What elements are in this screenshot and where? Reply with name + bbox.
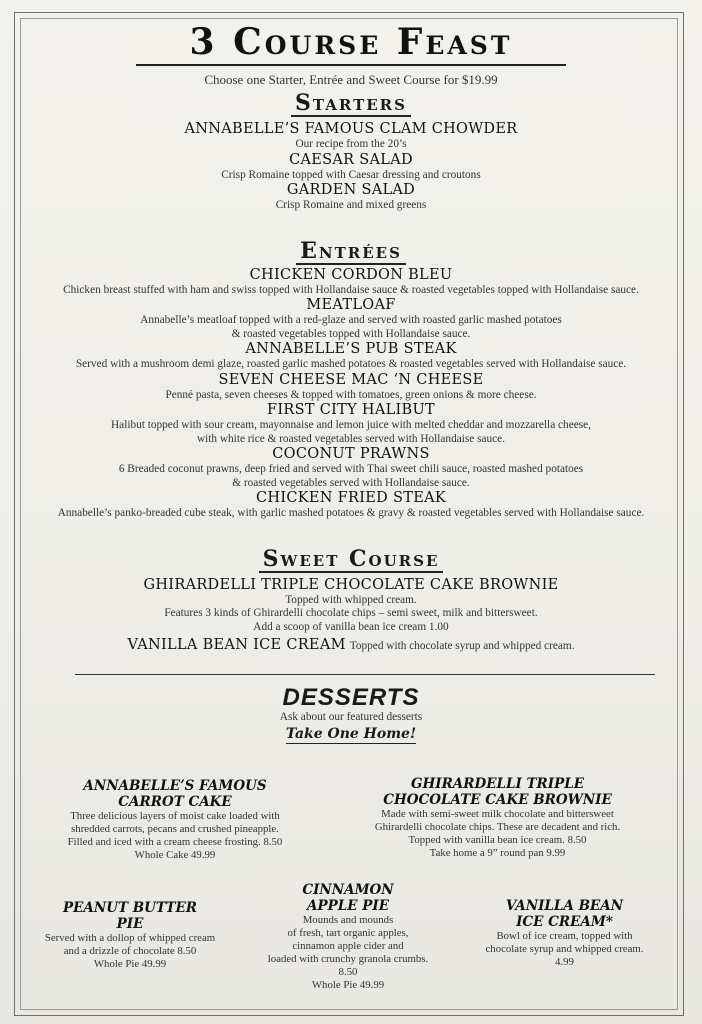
dessert-name: APPLE PIE	[306, 898, 389, 914]
page-title: 3 Course Feast	[189, 21, 513, 63]
corner-ornament	[14, 1005, 25, 1016]
dessert-vanilla-ice-cream	[462, 898, 667, 969]
dessert-peanut-butter-pie	[30, 900, 230, 971]
starter-name: CAESAR SALAD	[289, 151, 413, 168]
entree-desc: Served with a mushroom demi glaze, roasted garlic mashed potatoes & roasted vegetables served with Hollandaise sauce.	[75, 358, 627, 370]
dessert-desc: and a drizzle of chocolate 8.50	[63, 945, 197, 957]
entree-desc: with white rice & roasted vegetables served with Hollandaise sauce.	[196, 432, 506, 445]
entree-name: FIRST CITY HALIBUT	[266, 402, 435, 418]
sweet-brownie-desc: Topped with whipped cream.	[285, 593, 417, 606]
dessert-name: CHOCOLATE CAKE BROWNIE	[383, 792, 612, 808]
dessert-desc: 8.50	[338, 966, 358, 978]
dessert-desc: Mounds and mounds	[302, 914, 394, 926]
dessert-desc: Whole Pie 49.99	[93, 958, 167, 970]
entree-name: CHICKEN FRIED STEAK	[256, 490, 446, 506]
dessert-brownie	[335, 776, 660, 860]
dessert-desc: Served with a dollop of whipped cream	[44, 932, 216, 944]
dessert-name: GHIRARDELLI TRIPLE	[410, 776, 585, 792]
dessert-name: VANILLA BEAN	[505, 898, 624, 914]
starter-name: ANNABELLE’S FAMOUS CLAM CHOWDER	[184, 121, 518, 137]
entree-name: CHICKEN CORDON BLEU	[249, 266, 453, 283]
dessert-desc: Topped with vanilla bean ice cream. 8.50	[408, 834, 587, 846]
desserts-section	[30, 685, 672, 744]
entree-desc: Annabelle’s meatloaf topped with a red-glaze and served with roasted garlic mashed potatoes	[140, 314, 562, 326]
entree-desc: Halibut topped with sour cream, mayonnaise and lemon juice with melted cheddar and mozzarella cheese,	[111, 419, 591, 431]
sweet-brownie-desc: Features 3 kinds of Ghirardelli chocolate chips – semi sweet, milk and bittersweet.	[164, 607, 538, 619]
dessert-desc: loaded with crunchy granola crumbs.	[267, 953, 429, 965]
dessert-name: ANNABELLE’S FAMOUS	[83, 778, 267, 794]
entrees-heading: Entrées	[296, 239, 406, 265]
starters-section	[30, 91, 672, 213]
entree-name: MEATLOAF	[306, 297, 396, 313]
menu-content	[30, 22, 672, 744]
sweet-brownie-name: GHIRARDELLI TRIPLE CHOCOLATE CAKE BROWNIE	[143, 576, 559, 593]
corner-ornament	[673, 1005, 684, 1016]
entree-name: ANNABELLE’S PUB STEAK	[245, 341, 457, 357]
entree-desc: 6 Breaded coconut prawns, deep fried and served with Thai sweet chili sauce, roasted mashed potatoes	[118, 463, 584, 475]
entree-name: COCONUT PRAWNS	[272, 446, 430, 462]
dessert-desc: Take home a 9” round pan 9.99	[429, 847, 566, 859]
entree-desc: Chicken breast stuffed with ham and swiss topped with Hollandaise sauce & roasted vegetables topped with Hollandaise sauce.	[63, 283, 639, 296]
starter-name: GARDEN SALAD	[286, 182, 416, 198]
dessert-desc: Filled and iced with a cream cheese frosting. 8.50	[67, 836, 283, 848]
sweet-course-section	[30, 547, 672, 655]
dessert-desc: Three delicious layers of moist cake loaded with	[70, 810, 280, 822]
dessert-desc: Whole Pie 49.99	[311, 979, 385, 991]
entree-desc: Annabelle’s panko-breaded cube steak, with garlic mashed potatoes & gravy & roasted vegetables served with Hollandaise sauce.	[57, 507, 645, 519]
dessert-desc: chocolate syrup and whipped cream.	[485, 943, 644, 955]
corner-ornament	[14, 12, 25, 23]
desserts-heading: DESSERTS	[282, 684, 420, 711]
dessert-name: CARROT CAKE	[118, 794, 232, 810]
sweet-icecream-name: VANILLA BEAN ICE CREAM	[127, 637, 346, 653]
entree-desc: Penné pasta, seven cheeses & topped with tomatoes, green onions & more cheese.	[165, 388, 537, 401]
dessert-name: PIE	[116, 916, 144, 932]
starter-desc: Crisp Romaine topped with Caesar dressing and croutons	[221, 168, 481, 181]
sweet-brownie-desc: Add a scoop of vanilla bean ice cream 1.00	[253, 620, 449, 633]
dessert-desc: Made with semi-sweet milk chocolate and bittersweet	[381, 808, 614, 820]
dessert-desc: cinnamon apple cider and	[292, 940, 404, 952]
sweet-icecream-desc: Topped with chocolate syrup and whipped cream.	[349, 640, 575, 652]
dessert-apple-pie	[238, 882, 458, 992]
dessert-desc: 4.99	[555, 956, 574, 968]
sweet-course-heading: Sweet Course	[259, 547, 444, 573]
dessert-desc: Whole Cake 49.99	[134, 849, 216, 861]
feast-intro: Choose one Starter, Entrée and Sweet Course for $19.99	[204, 72, 498, 87]
dessert-name: PEANUT BUTTER	[62, 900, 198, 916]
desserts-subtitle: Ask about our featured desserts	[279, 711, 423, 723]
entree-desc: & roasted vegetables served with Hollandaise sauce.	[232, 476, 470, 489]
dessert-desc: of fresh, tart organic apples,	[287, 927, 409, 939]
starter-desc: Crisp Romaine and mixed greens	[275, 199, 427, 211]
take-one-home-heading: Take One Home!	[285, 725, 417, 742]
corner-ornament	[673, 12, 684, 23]
starter-desc: Our recipe from the 20’s	[295, 138, 407, 150]
dessert-desc: shredded carrots, pecans and crushed pineapple.	[71, 823, 279, 835]
entree-desc: & roasted vegetables topped with Hollandaise sauce.	[231, 327, 471, 340]
dessert-desc: Ghirardelli chocolate chips. These are decadent and rich.	[374, 821, 621, 833]
title-underline	[136, 64, 566, 66]
dessert-name: ICE CREAM*	[516, 914, 613, 930]
dessert-carrot-cake	[30, 778, 320, 862]
entrees-section	[30, 239, 672, 521]
section-divider	[75, 674, 655, 675]
entree-name: SEVEN CHEESE MAC ‘N CHEESE	[218, 371, 484, 388]
dessert-name: CINNAMON	[302, 882, 394, 898]
starters-heading: Starters	[291, 91, 411, 117]
dessert-desc: Bowl of ice cream, topped with	[496, 930, 633, 942]
